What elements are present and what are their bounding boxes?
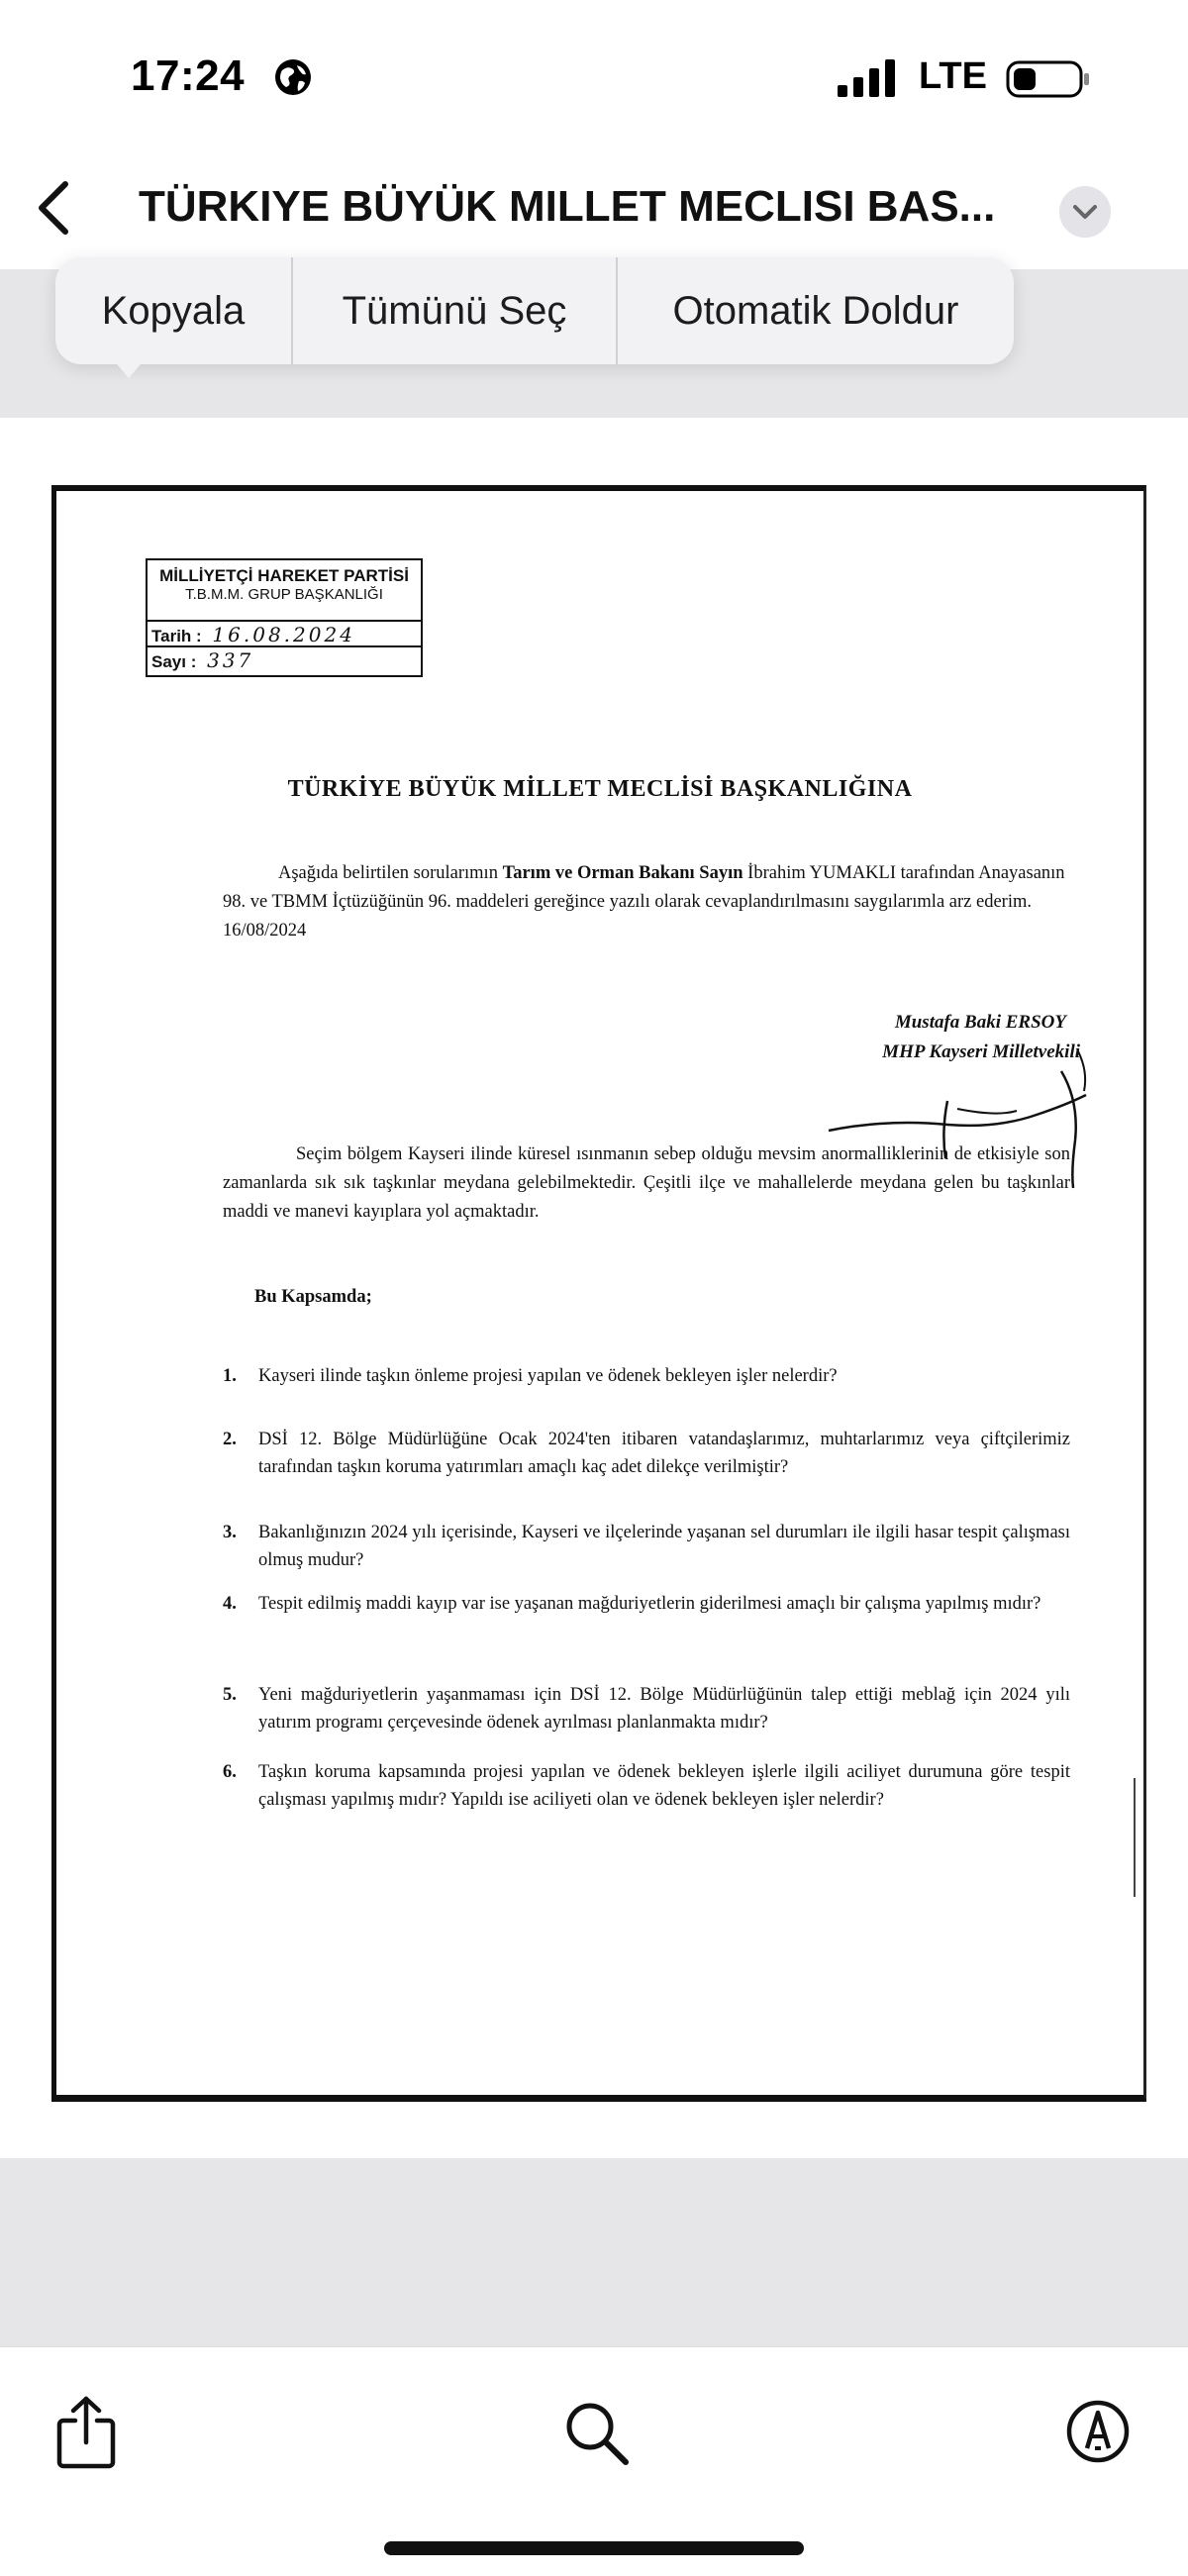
question-item: [223, 1758, 1070, 1814]
question-item: [223, 1681, 1070, 1736]
network-label: LTE: [919, 55, 987, 97]
globe-icon: [273, 57, 313, 97]
question-number: 1.: [223, 1366, 237, 1386]
status-time: 17:24: [131, 51, 246, 100]
question-text: Yeni mağduriyetlerin yaşanmaması için DSİ 12. Bölge Müdürlüğünün talep ettiği meblağ için 2024 yılı yatırım programı çerçevesinde ödenek ayrılması planlanmakta mıdır?: [258, 1685, 1070, 1733]
question-number: 3.: [223, 1523, 237, 1542]
home-indicator: [384, 2541, 804, 2555]
question-item: [223, 1362, 1070, 1390]
question-number: 5.: [223, 1685, 237, 1705]
stamp-number-row: [148, 645, 421, 671]
document-title[interactable]: TÜRKIYE BÜYÜK MILLET MECLISI BAS...: [139, 182, 996, 231]
intro-text-start: Aşağıda belirtilen sorularımın: [278, 863, 498, 883]
stamp-group-name: T.B.M.M. GRUP BAŞKANLIĞI: [185, 586, 383, 603]
chevron-down-icon: [1059, 186, 1111, 238]
question-item: [223, 1590, 1070, 1618]
select-all-menu-item[interactable]: Tümünü Seç: [342, 289, 567, 333]
question-text: Taşkın koruma kapsamında projesi yapılan ve ödenek bekleyen işlerle ilgili aciliyet durumuna göre tespit çalışması yapılmış mıdır? Yapıldı ise aciliyeti olan ve ödenek bekleyen işler nelerdir?: [258, 1762, 1070, 1810]
document-page[interactable]: [51, 485, 1146, 2102]
question-number: 6.: [223, 1762, 237, 1782]
question-item: [223, 1519, 1070, 1574]
question-item: [223, 1426, 1070, 1481]
intro-text-end: İbrahim YUMAKLI tarafından Anayasanın 98. ve TBMM İçtüzüğünün 96. maddeleri gereğince yazılı olarak cevaplandırılmasını saygılarımla arz ederim. 16/08/2024: [223, 863, 1065, 941]
copy-menu-item[interactable]: Kopyala: [101, 289, 246, 333]
stamp-date-row: [148, 620, 421, 645]
title-menu-button[interactable]: [1059, 186, 1111, 238]
stamp-number-value: 337: [207, 648, 254, 672]
search-icon[interactable]: [562, 2399, 630, 2466]
intro-paragraph: [223, 859, 1070, 945]
scope-label: Bu Kapsamda;: [254, 1287, 372, 1307]
question-text: Bakanlığınızın 2024 yılı içerisinde, Kayseri ve ilçelerinde yaşanan sel durumları ile ilgili hasar tespit çalışması olmuş mudur?: [258, 1523, 1070, 1570]
question-text: DSİ 12. Bölge Müdürlüğüne Ocak 2024'ten itibaren vatandaşlarımız, muhtarlarımız veya çiftçilerimiz tarafından taşkın koruma yatırımları amaçlı kaç adet dilekçe verilmiştir?: [258, 1430, 1070, 1477]
signer-title: MHP Kayseri Milletvekili: [882, 1041, 1080, 1062]
question-text: Tespit edilmiş maddi kayıp var ise yaşanan mağduriyetlerin giderilmesi amaçlı bir çalışma yapılmış mıdır?: [258, 1594, 1041, 1614]
stamp-date-value: 16.08.2024: [212, 623, 355, 646]
scan-edge-line: [1134, 1778, 1136, 1897]
menu-pointer: [107, 352, 150, 378]
autofill-menu-item[interactable]: Otomatik Doldur: [672, 289, 959, 333]
intro-text-bold: Tarım ve Orman Bakanı Sayın: [502, 863, 743, 883]
signer-name: Mustafa Baki ERSOY: [894, 1012, 1066, 1033]
question-number: 4.: [223, 1594, 237, 1614]
share-icon[interactable]: [53, 2395, 119, 2470]
party-stamp: [146, 558, 423, 677]
markup-icon[interactable]: [1065, 2399, 1131, 2464]
stamp-date-label: Tarih :: [151, 627, 202, 645]
signal-bars-icon: [838, 59, 897, 97]
bottom-toolbar: [0, 2346, 1188, 2576]
question-number: 2.: [223, 1430, 237, 1449]
stamp-party-name: MİLLİYETÇİ HAREKET PARTİSİ: [159, 566, 409, 585]
question-text: Kayseri ilinde taşkın önleme projesi yapılan ve ödenek bekleyen işler nelerdir?: [258, 1366, 838, 1386]
viewer-background-bottom: [0, 2158, 1188, 2346]
chevron-left-icon[interactable]: [30, 176, 77, 240]
edit-menu: [55, 257, 1014, 364]
status-bar: [0, 0, 1188, 158]
document-heading: TÜRKİYE BÜYÜK MİLLET MECLİSİ BAŞKANLIĞINA: [287, 776, 913, 802]
battery-icon: [1006, 59, 1091, 99]
body-paragraph: Seçim bölgem Kayseri ilinde küresel ısınmanın sebep olduğu mevsim anormalliklerinin de etkisiyle son zamanlarda sık sık taşkınlar meydana gelebilmektedir. Çeşitli ilçe ve mahallelerde meydana gelen bu taşkınlar maddi ve manevi kayıplara yol açmaktadır.: [223, 1144, 1070, 1222]
stamp-number-label: Sayı :: [151, 652, 197, 671]
